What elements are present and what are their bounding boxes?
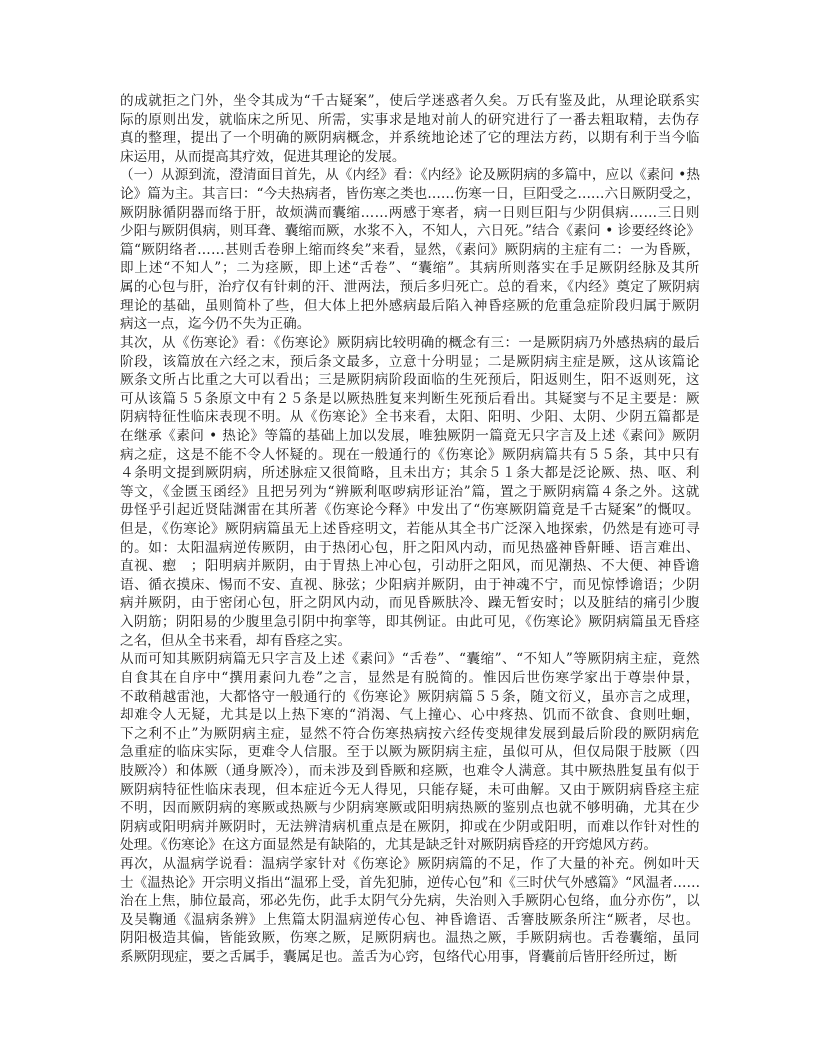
document-page: [120, 92, 700, 967]
paragraph: [120, 855, 700, 967]
paragraph: [120, 650, 700, 855]
text-line: 理论的基础，虽则简朴了些，但大体上把外感病最后陷入神昏痉厥的危重急症阶段归属于厥阴: [120, 297, 700, 314]
text-line: 急重症的临床实际，更难令人信服。至于以厥为厥阴病主症，虽似可从，但仅局限于肢厥（四: [120, 744, 700, 761]
paragraph: [120, 334, 700, 650]
text-line: 篇“厥阴络者……甚则舌卷卵上缩而终矣”来看，显然，《素问》厥阴病的主症有二：一为昏厥，: [120, 241, 700, 258]
text-line: 的。如：太阳温病逆传厥阴，由于热闭心包，肝之阳风内动，而见热盛神昏鼾睡、语言难出、: [120, 539, 700, 556]
text-line: 等文，《金匮玉函经》且把另列为“辨厥利呕哕病形证治”篇，置之于厥阴病篇４条之外。这就: [120, 483, 700, 500]
text-line: 下之利不止”为厥阴病主症，显然不符合伤寒热病按六经传变规律发展到最后阶段的厥阴病危: [120, 725, 700, 742]
text-line: （一）从源到流，澄清面目首先，从《内经》看：《内经》论及厥阴病的多篇中，应以《素问 •热: [120, 167, 700, 184]
text-line: 从而可知其厥阴病篇无只字言及上述《素问》“舌卷”、“囊缩”、“不知人”等厥阴病主症，竟然: [120, 651, 700, 668]
text-line: 即上述“不知人”；二为痉厥，即上述“舌卷”、“囊缩”。其病所则落实在手足厥阴经脉及其所: [120, 260, 700, 277]
text-line: 可从该篇５５条原文中有２５条是以厥热胜复来判断生死预后看出。其疑窦与不足主要是：厥: [120, 390, 700, 407]
text-line: 病并厥阴，由于密闭心包，肝之阴风内动，而见昏厥肤冷、躁无暂安时；以及脏结的痛引少腹: [120, 595, 700, 612]
text-line: 但是，《伤寒论》厥阴病篇虽无上述昏痉明文，若能从其全书广泛深入地探索，仍然是有迹可寻: [120, 521, 700, 538]
text-line: 治在上焦，肺位最高，邪必先伤，此手太阴气分先病，失治则入手厥阴心包络，血分亦伤”，以: [120, 893, 700, 910]
text-line: 属的心包与肝，治疗仅有针刺的汗、泄两法，预后多归死亡。总的看来，《内经》奠定了厥阴病: [120, 279, 700, 296]
text-line: 语、循衣摸床、惕而不安、直视、脉弦；少阳病并厥阴，由于神魂不宁，而见惊悸谵语；少阴: [120, 576, 700, 593]
text-line: 阴阳极造其偏，皆能致厥，伤寒之厥，足厥阴病也。温热之厥，手厥阴病也。舌卷囊缩，虽同: [120, 930, 700, 947]
text-line: 不明，因而厥阴病的寒厥或热厥与少阴病寒厥或阳明病热厥的鉴别点也就不够明确，尤其在少: [120, 800, 700, 817]
text-line: ４条明文提到厥阴病，所述脉症又很简略，且未出方；其余５１条大都是泛论厥、热、呕、利: [120, 465, 700, 482]
text-line: 之名，但从全书来看，却有昏痉之实。: [120, 632, 352, 649]
text-line: 士《温热论》开宗明义指出“温邪上受，首先犯肺，逆传心包”和《三时伏气外感篇》“风温者……: [120, 874, 700, 891]
text-line: 肢厥冷）和体厥（通身厥冷），而未涉及到昏厥和痉厥，也难令人满意。其中厥热胜复虽有似于: [120, 762, 700, 779]
text-line: 处理。《伤寒论》在这方面显然是有缺陷的，尤其是缺乏针对厥阴病昏痉的开窍熄风方药。: [120, 837, 657, 854]
text-line: 阴病特征性临床表现不明。从《伤寒论》全书来看，太阳、阳明、少阳、太阴、少阴五篇都是: [120, 409, 700, 426]
text-line: 系厥阴现症，要之舌属手，囊属足也。盖舌为心窍，包络代心用事，肾囊前后皆肝经所过，断: [120, 949, 678, 966]
paragraph: [120, 166, 700, 333]
text-line: 及吴鞠通《温病条辨》上焦篇太阴温病逆传心包、神昏谵语、舌謇肢厥条所注“厥者，尽也。: [120, 911, 700, 928]
text-line: 阶段，该篇放在六经之末，预后条文最多，立意十分明显；二是厥阴病主症是厥，这从该篇论: [120, 353, 700, 370]
text-line: 厥阴病特征性临床表现，但本症近今无人得见，只能存疑，未可曲解。又由于厥阴病昏痉主症: [120, 781, 700, 798]
text-line: 少阳与厥阴俱病，则耳聋、囊缩而厥，水浆不入，不知人，六日死。”结合《素问 • 诊要经终论》: [120, 223, 700, 240]
text-line: 病之症，这是不能不令人怀疑的。现在一般通行的《伤寒论》厥阴病篇共有５５条，其中只有: [120, 446, 700, 463]
text-line: 再次，从温病学说看：温病学家针对《伤寒论》厥阴病篇的不足，作了大量的补充。例如叶天: [120, 855, 700, 872]
text-line: 不敢稍越雷池，大都恪守一般通行的《伤寒论》厥阴病篇５５条，随文衍义，虽亦言之成理，: [120, 688, 700, 705]
text-line: 床运用，从而提高其疗效，促进其理论的发展。: [120, 148, 406, 165]
text-line: 自食其在自序中“撰用素问九卷”之言，显然是有脱简的。惟因后世伤寒学家出于尊崇仲景，: [120, 669, 700, 686]
text-line: 入阴筋；阴阳易的少腹里急引阴中拘挛等，即其例证。由此可见，《伤寒论》厥阴病篇虽无昏痉: [120, 614, 700, 631]
text-line: 际的原则出发，就临床之所见、所需，实事求是地对前人的研究进行了一番去粗取精，去伪存: [120, 111, 700, 128]
text-line: 在继承《素问 • 热论》等篇的基础上加以发展，唯独厥阴一篇竟无只字言及上述《素问》厥阴: [120, 427, 700, 444]
text-line: 却难令人无疑，尤其是以上热下寒的“消渴、气上撞心、心中疼热、饥而不欲食、食则吐蛔，: [120, 707, 700, 724]
paragraph: [120, 92, 700, 166]
text-line: 阴病或阳明病并厥阴时，无法辨清病机重点是在厥阴，抑或在少阴或阳明，而难以作针对性的: [120, 818, 700, 835]
text-line: 其次，从《伤寒论》看：《伤寒论》厥阴病比较明确的概念有三：一是厥阴病乃外感热病的最后: [120, 334, 700, 351]
text-line: 病这一点，迄今仍不失为正确。: [120, 316, 311, 333]
text-line: 厥阴脉循阴器而络于肝，故烦满而囊缩……两感于寒者，病一日则巨阳与少阴俱病……三日则: [120, 204, 700, 221]
text-line: 的成就拒之门外，坐令其成为“千古疑案”，使后学迷惑者久矣。万氏有鉴及此，从理论联系实: [120, 93, 700, 109]
text-line: 厥条文所占比重之大可以看出；三是厥阴病阶段面临的生死预后，阳返则生，阳不返则死，这: [120, 372, 700, 389]
text-line: 论》篇为主。其言曰：“今夫热病者，皆伤寒之类也……伤寒一日，巨阳受之……六日厥阴受之，: [120, 186, 700, 203]
text-line: 毋怪乎引起近贤陆渊雷在其所著《伤寒论今释》中发出了“伤寒厥阴篇竟是千古疑案”的慨叹。: [120, 502, 700, 519]
text-line: 真的整理，提出了一个明确的厥阴病概念，并系统地论述了它的理法方药，以期有利于当今临: [120, 130, 700, 147]
text-line: 直视、瘛 ；阳明病并厥阴，由于胃热上冲心包，引动肝之阳风，而见潮热、不大便、神昏谵: [120, 558, 700, 575]
